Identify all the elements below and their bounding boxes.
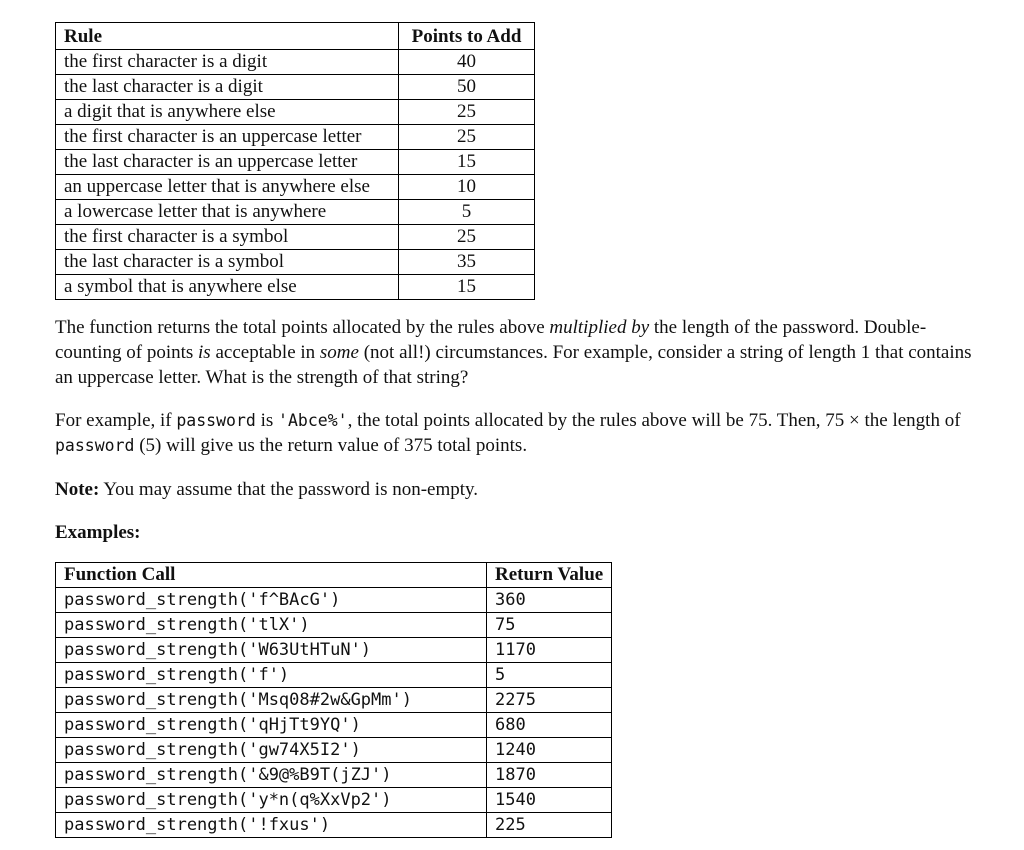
examples-heading: Examples: [55,522,141,543]
table-row [56,763,612,788]
table-row [56,788,612,813]
emphasis-some: some [319,342,359,363]
table-row [56,250,535,275]
example-text: , the total points allocated by the rules above will be 75. Then, 75 × the length of [347,410,961,431]
points-cell: 50 [399,75,535,100]
table-row [56,738,612,763]
table-row [56,663,612,688]
rules-table [55,22,535,300]
points-cell: 35 [399,250,535,275]
rule-cell: the first character is a symbol [56,225,399,250]
rules-header-rule: Rule [56,23,399,50]
rule-cell: the last character is an uppercase letter [56,150,399,175]
emphasis-multiplied-by: multiplied by [549,317,650,338]
rule-cell: a digit that is anywhere else [56,100,399,125]
points-cell: 5 [399,200,535,225]
description-text: The function returns the total points allocated by the rules above [55,317,550,338]
examples-table [55,562,612,838]
table-row [56,200,535,225]
return-cell: 1540 [487,788,612,813]
call-cell: password_strength('f^BAcG') [56,588,487,613]
points-cell: 10 [399,175,535,200]
table-row [56,813,612,838]
examples-header-call: Function Call [56,563,487,588]
points-cell: 15 [399,275,535,300]
call-cell: password_strength('gw74X5I2') [56,738,487,763]
table-row [56,50,535,75]
note-text: You may assume that the password is non-empty. [99,479,479,500]
description-paragraph [55,315,975,390]
note-label: Note: [55,479,100,500]
return-cell: 1870 [487,763,612,788]
table-row [56,588,612,613]
table-row [56,713,612,738]
rules-header-row [56,23,535,50]
call-cell: password_strength('qHjTt9YQ') [56,713,487,738]
example-paragraph [55,408,975,458]
table-row [56,275,535,300]
rule-cell: a symbol that is anywhere else [56,275,399,300]
table-row [56,688,612,713]
rule-cell: the first character is a digit [56,50,399,75]
code-abce: 'Abce%' [278,411,348,430]
call-cell: password_strength('Msq08#2w&GpMm') [56,688,487,713]
code-password: password [55,436,135,455]
example-text: is [255,410,279,431]
rule-cell: the first character is an uppercase letter [56,125,399,150]
rule-cell: the last character is a digit [56,75,399,100]
table-row [56,613,612,638]
rule-cell: an uppercase letter that is anywhere else [56,175,399,200]
table-row [56,100,535,125]
return-cell: 5 [487,663,612,688]
return-cell: 225 [487,813,612,838]
return-cell: 1170 [487,638,612,663]
return-cell: 680 [487,713,612,738]
points-cell: 40 [399,50,535,75]
return-cell: 1240 [487,738,612,763]
call-cell: password_strength('f') [56,663,487,688]
table-row [56,638,612,663]
call-cell: password_strength('!fxus') [56,813,487,838]
rule-cell: a lowercase letter that is anywhere [56,200,399,225]
rule-cell: the last character is a symbol [56,250,399,275]
call-cell: password_strength('&9@%B9T(jZJ') [56,763,487,788]
emphasis-is: is [198,342,211,363]
points-cell: 25 [399,100,535,125]
note-paragraph [55,477,975,502]
call-cell: password_strength('tlX') [56,613,487,638]
points-cell: 15 [399,150,535,175]
examples-header-row [56,563,612,588]
examples-header-return: Return Value [487,563,612,588]
return-cell: 2275 [487,688,612,713]
example-text: For example, if [55,410,177,431]
table-row [56,150,535,175]
table-row [56,125,535,150]
table-row [56,225,535,250]
points-cell: 25 [399,125,535,150]
description-text: the length of the password. Double-counting of points [55,317,927,363]
table-row [56,175,535,200]
return-cell: 360 [487,588,612,613]
description-text: (not all!) circumstances. For example, consider a string of length 1 that contains an uppercase letter. What is the strength of that string? [55,342,972,388]
call-cell: password_strength('y*n(q%XxVp2') [56,788,487,813]
table-row [56,75,535,100]
description-text: acceptable in [210,342,320,363]
rules-header-points: Points to Add [399,23,535,50]
points-cell: 25 [399,225,535,250]
example-text: (5) will give us the return value of 375 total points. [134,435,528,456]
code-password: password [176,411,256,430]
return-cell: 75 [487,613,612,638]
call-cell: password_strength('W63UtHTuN') [56,638,487,663]
